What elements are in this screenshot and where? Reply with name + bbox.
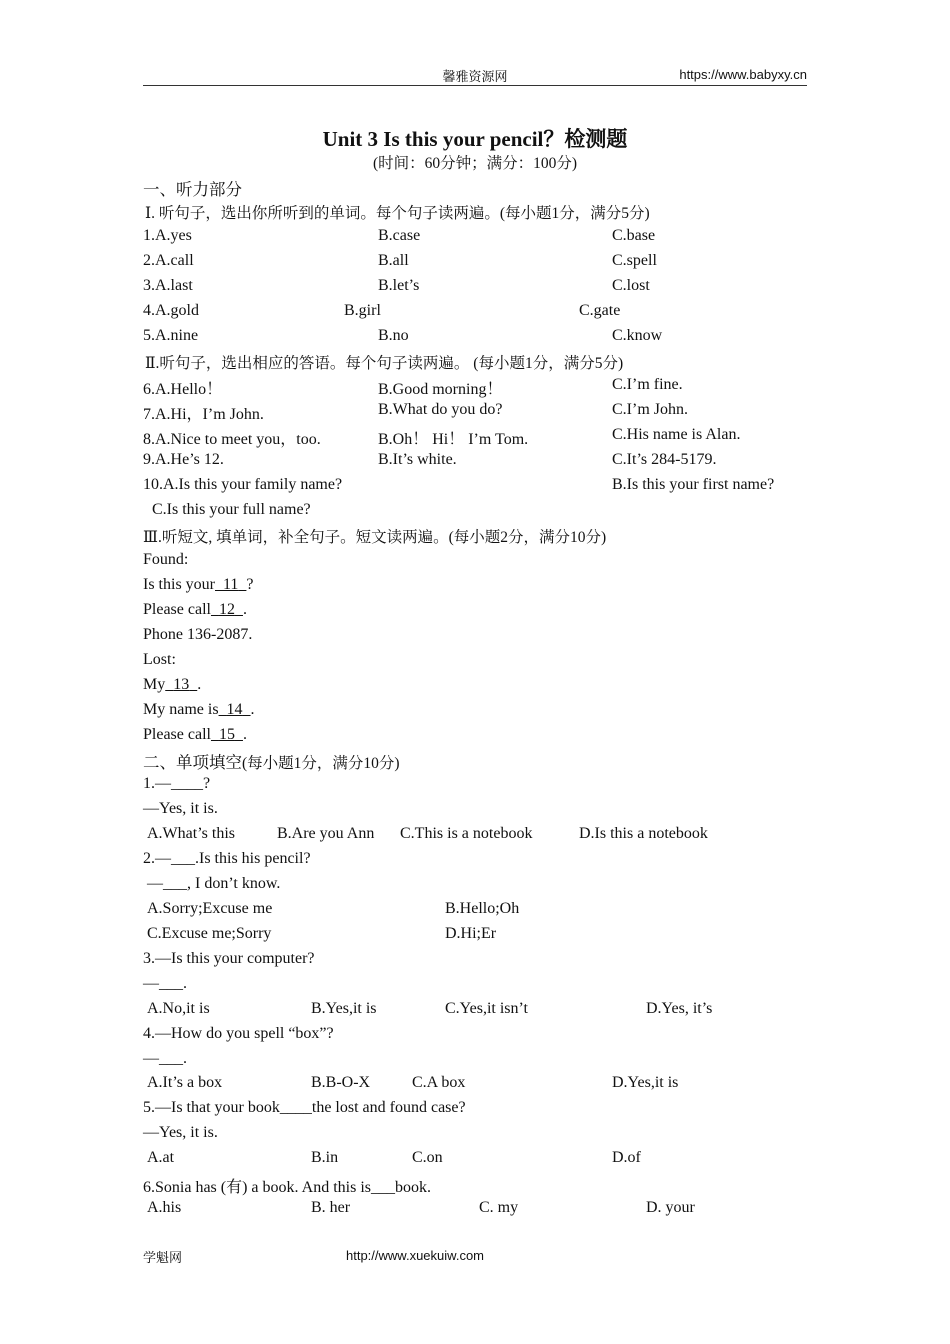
s2-q6-option-d: D. your: [646, 1199, 695, 1216]
s2-q4-option-a: A.It’s a box: [147, 1074, 223, 1091]
s2-q3-option-c: C.Yes,it isn’t: [445, 1000, 528, 1017]
section2-heading-line: [143, 749, 400, 773]
blank-line-11: [143, 576, 254, 594]
q9-option-a: 9.A.He’s 12.: [143, 451, 224, 468]
s2-q3-option-a: A.No,it is: [147, 1000, 210, 1017]
blank-14-number: 14: [226, 701, 243, 718]
blank-13-prefix: My: [143, 676, 166, 693]
page-subtitle: (时间：60分钟；满分：100分): [372, 155, 578, 172]
q3-option-b: B.let’s: [378, 277, 420, 294]
q5-option-b: B.no: [378, 327, 409, 344]
part1-instruction: Ⅰ. 听句子，选出你所听到的单词。每个句子读两遍。(每小题1分，满分5分): [145, 205, 650, 222]
s2-q2-option-b: B.Hello;Oh: [445, 900, 520, 917]
s2-q5-option-a: A.at: [147, 1149, 175, 1166]
s2-q1-option-b: B.Are you Ann: [277, 825, 375, 842]
q1-option-c: C.base: [612, 227, 656, 244]
header-divider: [143, 85, 807, 86]
q2-option-c: C.spell: [612, 252, 657, 269]
s2-q1-option-a: A.What’s this: [147, 825, 235, 842]
blank-line-15: [143, 726, 247, 744]
section2-heading: 二、单项填空: [143, 753, 242, 772]
footer-url[interactable]: http://www.xuekuiw.com: [346, 1248, 484, 1263]
s2-q3-answer: —___.: [143, 975, 187, 992]
q3-option-c: C.lost: [612, 277, 650, 294]
footer-site-name: 学魁网: [143, 1251, 183, 1266]
part3-instruction: Ⅲ.听短文, 填单词，补全句子。短文读两遍。(每小题2分，满分10分): [143, 529, 607, 546]
s2-q2-option-c: C.Excuse me;Sorry: [147, 925, 272, 942]
s2-q2-option-a: A.Sorry;Excuse me: [147, 900, 273, 917]
s2-q4-option-c: C.A box: [412, 1074, 466, 1091]
page-title: Unit 3 Is this your pencil？检测题: [322, 127, 628, 151]
phone-line: Phone 136-2087.: [143, 626, 253, 643]
s2-q6-option-c: C. my: [479, 1199, 519, 1216]
s2-q3-option-d: D.Yes, it’s: [646, 1000, 713, 1017]
s2-q4-stem: 4.—How do you spell “box”?: [143, 1025, 334, 1042]
q1-option-a: 1.A.yes: [143, 227, 192, 244]
blank-13-suffix: .: [197, 676, 202, 693]
s2-q3-stem: 3.—Is this your computer?: [143, 950, 315, 967]
s2-q5-option-d: D.of: [612, 1149, 641, 1166]
s2-q6-stem: 6.Sonia has (有) a book. And this is___book.: [143, 1179, 431, 1196]
q5-option-c: C.know: [612, 327, 663, 344]
s2-q1-answer: —Yes, it is.: [143, 800, 218, 817]
blank-14-prefix: My name is: [143, 701, 219, 718]
blank-13-number: 13: [173, 676, 190, 693]
q7-option-b: B.What do you do?: [378, 401, 503, 418]
section1-heading: 一、听力部分: [143, 180, 242, 199]
q6-option-c: C.I’m fine.: [612, 376, 683, 393]
q8-option-a: 8.A.Nice to meet you，too.: [143, 431, 321, 448]
blank-12: [211, 601, 243, 618]
s2-q1-option-d: D.Is this a notebook: [579, 825, 708, 842]
blank-11-number: 11: [223, 576, 239, 593]
part2-instruction: Ⅱ.听句子，选出相应的答语。每个句子读两遍。 (每小题1分，满分5分): [145, 355, 624, 372]
q4-option-c: C.gate: [579, 302, 621, 319]
q8-option-b: B.Oh！ Hi！ I’m Tom.: [378, 431, 529, 448]
s2-q2-stem: 2.—___.Is this his pencil?: [143, 850, 311, 867]
blank-12-suffix: .: [242, 601, 247, 618]
blank-15: [211, 726, 243, 743]
s2-q1-stem: 1.—____?: [143, 775, 211, 792]
blank-15-number: 15: [218, 726, 235, 743]
s2-q4-option-b: B.B-O-X: [311, 1074, 371, 1091]
s2-q6-option-a: A.his: [147, 1199, 182, 1216]
q10-option-c: C.Is this your full name?: [152, 501, 311, 518]
blank-15-prefix: Please call: [143, 726, 211, 743]
blank-12-number: 12: [218, 601, 235, 618]
blank-13: [165, 676, 197, 693]
lost-label: Lost:: [143, 651, 176, 668]
s2-q4-option-d: D.Yes,it is: [612, 1074, 679, 1091]
q4-option-b: B.girl: [344, 302, 381, 319]
s2-q4-answer: —___.: [143, 1050, 187, 1067]
q9-option-b: B.It’s white.: [378, 451, 457, 468]
blank-14-suffix: .: [250, 701, 255, 718]
blank-line-13: [143, 676, 201, 694]
blank-11-suffix: ?: [246, 576, 254, 593]
blank-11: [215, 576, 246, 593]
blank-line-14: [143, 701, 255, 719]
q1-option-b: B.case: [378, 227, 421, 244]
blank-15-suffix: .: [242, 726, 247, 743]
blank-12-prefix: Please call: [143, 601, 211, 618]
q6-option-b: B.Good morning！: [378, 381, 503, 398]
blank-14: [219, 701, 251, 718]
found-label: Found:: [143, 551, 189, 568]
s2-q5-option-c: C.on: [412, 1149, 443, 1166]
q7-option-c: C.I’m John.: [612, 401, 688, 418]
s2-q1-option-c: C.This is a notebook: [400, 825, 533, 842]
q2-option-a: 2.A.call: [143, 252, 194, 269]
q3-option-a: 3.A.last: [143, 277, 193, 294]
q4-option-a: 4.A.gold: [143, 302, 199, 319]
s2-q5-option-b: B.in: [311, 1149, 339, 1166]
blank-11-prefix: Is this your: [143, 576, 215, 593]
q8-option-c: C.His name is Alan.: [612, 426, 741, 443]
q5-option-a: 5.A.nine: [143, 327, 199, 344]
q10-option-b: B.Is this your first name?: [612, 476, 775, 493]
header-site-name: 馨雅资源网: [442, 70, 508, 85]
blank-line-12: [143, 601, 247, 619]
s2-q3-option-b: B.Yes,it is: [311, 1000, 377, 1017]
s2-q2-option-d: D.Hi;Er: [445, 925, 497, 942]
section2-note: (每小题1分，满分10分): [242, 755, 400, 772]
s2-q2-answer: —___, I don’t know.: [147, 875, 281, 892]
s2-q6-option-b: B. her: [311, 1199, 351, 1216]
q2-option-b: B.all: [378, 252, 409, 269]
q10-option-a: 10.A.Is this your family name?: [143, 476, 343, 493]
q7-option-a: 7.A.Hi，I’m John.: [143, 406, 264, 423]
q6-option-a: 6.A.Hello！: [143, 381, 223, 398]
q9-option-c: C.It’s 284-5179.: [612, 451, 717, 468]
s2-q5-answer: —Yes, it is.: [143, 1124, 218, 1141]
header-url[interactable]: https://www.babyxy.cn: [679, 67, 807, 82]
s2-q5-stem: 5.—Is that your book____the lost and found case?: [143, 1099, 466, 1116]
